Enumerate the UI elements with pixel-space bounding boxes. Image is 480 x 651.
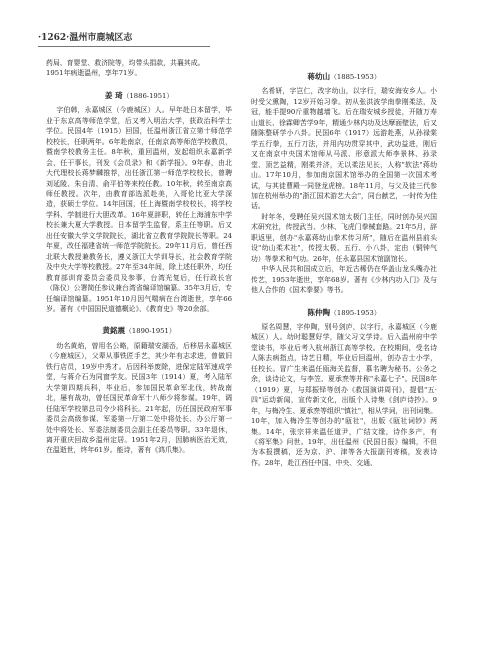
biography-paragraph: 名希妍，字岂仁，改字幼山，以字行，瑞安海安乡人。小时受父熏陶，12岁开始习拳。初从张洪波学南拳刚柔法，及冠，能手提90斤重物越墙飞。后在瑞安城乡授徒，开随万寿山道长、徐霖卿苦学9年，精通少林内功及达摩面壁法，后又随陈整研学小八卦。民国6年（1917）远游赴燕，从孙禄棠学五行拳，五行刀法，并用内功贯穿其中，武功益进，刚后又在南京中央国术馆师从马派、形意派大师李景林、孙录堂、顶艺益精，刚柔并济，无以柔法见长，人称"软法"蒋幼山。17年10月，参加南京国术馆举办的全国第一次国术考试，与其徒曹殿一同登龙虎榜。18年11月，与父及徒三代参加在杭州举办的"浙江国术游艺大会"，同台献艺，一时传为佳话。 <box>251 87 437 211</box>
biography-years: （1886-1951） <box>122 91 174 100</box>
biography-years: （1885-1953） <box>330 73 381 81</box>
biography-paragraph: 时年冬，受聘任吴兴国术馆太极门主任，同时创办吴兴国术研究社，传授武当、少林、飞虎门拳械套路。21年5月，辞职返里，创办"永嘉蒋幼山拳术传习所"，随后在温州县前头设"幼山柔术社"，传授太极、五行、小八卦，定由（铜钟气功）等拳术和气功。26年，任永嘉县国术馆副馆长。 <box>251 212 437 263</box>
biography-years: （1890-1951） <box>125 327 176 336</box>
biography-title <box>46 326 232 336</box>
biography-paragraph: 幼名黄焰，曾用名公略，原籍瑞安湖岙，后移居永嘉城区（今鹿城区），父辈从事铁匠手艺，其少年有志求进，曾做旧铁行店员，19岁中秀才。后因科举废除，进保定陆军速成学堂，与蒋介石为同窗学友。民国3年（1914）夏，考入陆军大学第四期兵科，毕业后，参加国民革命军北伐，转战南北，屡有战功，曾任国民革命军十八师少将参谋。19年，调任陆军学校第总司令少将科长。21年起，历任国民政府军事委员会高级参谋、军委第一厅第二处中将处长、办公厅第一处中将处长、军委法制委员会副主任委员等职。33年退休，离开重庆回故乡温州定居。1951年2月，因肺病医治无效，在温逝世，终年61岁。能诗，著有《鸿爪集》。 <box>46 341 232 455</box>
biography-title <box>46 91 232 101</box>
running-header: ·1262·温州市鹿城区志 <box>38 33 133 43</box>
biography-paragraph: 字伯韩，永嘉城区（今鹿城区）人。早年赴日本留学，毕业于东京高等师范学堂，后又考入明治大学，获政治科学士学位。民国4年（1915）回国，任温州浙江省立第十师范学校校长，任职两年。6年赴南京，任南京高等师范学校教员，暨南学校教务主任。8年秋，重回温州，发起组织永嘉新学会，任干事长，刊发《会员录》和《新学报》。9年春，由北大代理校长蒋梦麟推荐，出任浙江第一师范学校校长，曾聘刘延陵、朱自清、俞平伯等来校任教。10年秋，转至南京高师任教授。次年，由教育部选派赴美，入哥伦比亚大学深造，获硕士学位。14年回国，任上海暨南学校校长，将学校学科、学制进行大胆改革。16年夏辞职，转任上海浦东中学校长兼大夏大学教授。日本留学生监督，系主任等职。后又出任安徽大学文学院院长，湖北省立教育学院院长等职。24年夏，改任福建省统一师范学院院长。29年11月后，曾任西北联大教授兼教务长，遵义浙江大学训导长，社会教育学院及中央大学等校教授。27年至34年间，除上述任职外，均任教育部训育委员会委员及参事，台湾光复后，任行政长官（陈仪）公署简任参议兼台湾省编译馆编纂。35年3月后，专任编译馆编纂。1951年10月因气喘病在台湾逝世，享年66岁。著有《中国国民道德概论》、《教育史》等20余部。 <box>46 106 232 313</box>
header-rule <box>38 46 210 47</box>
biography-paragraph: 中华人民共和国成立后，年近古稀仍在华盖山龙头嘴办社传艺，1953年逝世，享年68岁。著有《少林内功入门》及与他人合作的《国术拳要》等书。 <box>251 265 437 295</box>
biography-name: 蒋幼山 <box>307 72 331 81</box>
biography-years: （1895-1953） <box>330 308 381 317</box>
biography-name: 黄銘震 <box>102 326 126 336</box>
continued-text: 1951年病逝温州，享年71岁。 <box>46 69 142 78</box>
biography-paragraph: 原名周慧，字仲陶，别号剑庐，以字行，永嘉城区（今鹿城区）人。幼时聪慧好学，随父习文学诗。后入温州府中学堂读书，毕业后考入杭州浙江高等学校。在校期间，受名诗人陈去病指点，诗艺日精，毕业后回温州，创办吉士小学，任校长。冒广生来温任瓯海关监督，慕名聘为秘书。公务之余，谈诗论文，与李笠、夏承焘等并称"永嘉七子"。民国8年（1919）夏，与郑振铎等创办《救国演讲周刊》，提倡"五·四"运动新闻，宣传新文化，出版个人诗集《剑庐诗抄》。9年，与梅冷生、夏承焘等组织"慎社"，相从学词，出刊词集。10年，加入梅冷生等创办的"瓯社"，出版《瓯社词钞》两集。14年，张宗祥来温任道尹，广结文缘，诗作多产，有《将军集》问世。19年，出任温州《民国日报》编辑，不但为本报撰稿，还为京、沪、津等各大报副刊寄稿，发表诗作。28年，赴江西任中国、中央、交通、 <box>251 322 437 467</box>
biography-name: 陈仲陶 <box>307 307 331 317</box>
biography-title <box>251 72 437 82</box>
right-column <box>251 58 437 468</box>
biography-title <box>251 308 437 318</box>
biography-name: 姜 琦 <box>104 90 123 100</box>
continued-text: 药局、育婴堂、救济院等，均带头捐款，共襄其成。 <box>46 59 205 67</box>
left-column <box>46 58 232 456</box>
